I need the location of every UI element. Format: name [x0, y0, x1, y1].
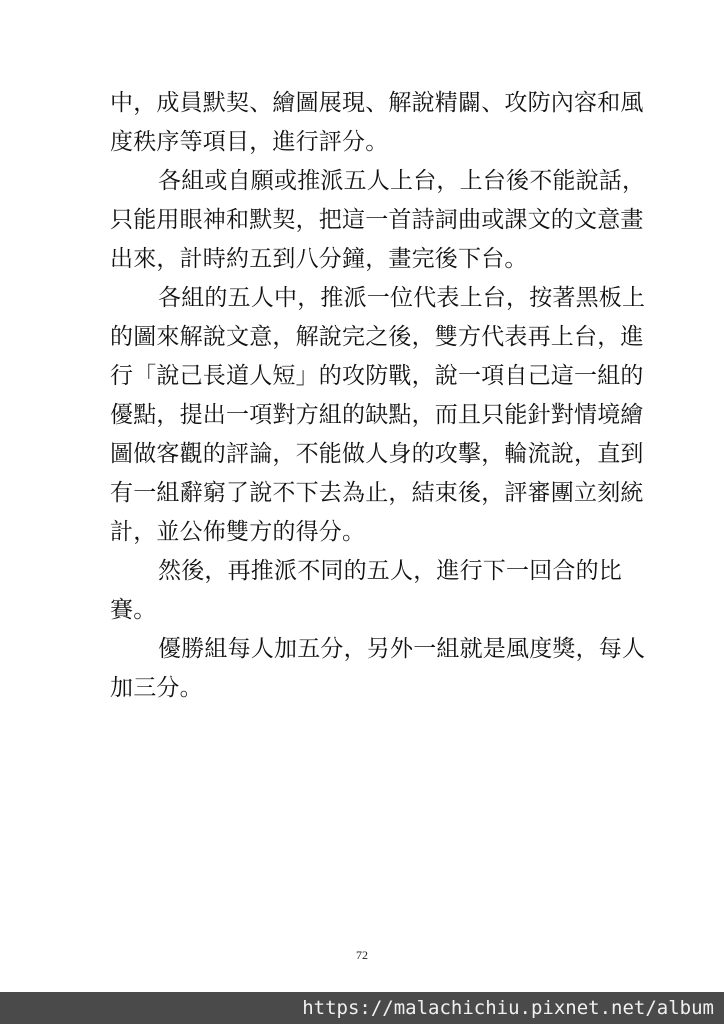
paragraph: [110, 630, 646, 708]
text-line: 加三分。: [110, 675, 203, 701]
page-number: 72: [356, 948, 368, 962]
paragraph: [110, 552, 622, 630]
paragraph: [110, 279, 646, 552]
body-text: [110, 84, 646, 708]
watermark-bar: [0, 992, 724, 1024]
text-line: 賽。: [110, 597, 157, 623]
text-line: 計，並公佈雙方的得分。: [110, 519, 366, 545]
text-line: 出來，計時約五到八分鐘，畫完後下台。: [110, 246, 528, 272]
text-line: 的圖來解說文意，解說完之後，雙方代表再上台，進: [110, 324, 644, 350]
text-line: 有一組辭窮了說不下去為止，結束後，評審團立刻統: [110, 480, 644, 506]
watermark-url: https://malachichiu.pixnet.net/album: [302, 997, 714, 1019]
text-line: 只能用眼神和默契，把這一首詩詞曲或課文的文意畫: [110, 207, 644, 233]
text-line: 度秩序等項目，進行評分。: [110, 129, 389, 155]
paragraph: [110, 84, 644, 162]
text-line: 然後，再推派不同的五人，進行下一回合的比: [158, 558, 622, 584]
text-line: 各組的五人中，推派一位代表上台，按著黑板上: [158, 285, 646, 311]
text-line: 各組或自願或推派五人上台，上台後不能說話，: [158, 168, 646, 194]
text-line: 優勝組每人加五分，另外一組就是風度獎，每人: [158, 636, 646, 662]
text-line: 優點，提出一項對方組的缺點，而且只能針對情境繪: [110, 402, 644, 428]
paragraph: [110, 162, 646, 279]
text-line: 圖做客觀的評論，不能做人身的攻擊，輪流說，直到: [110, 441, 644, 467]
text-line: 行「說己長道人短」的攻防戰，說一項自己這一組的: [110, 363, 644, 389]
text-line: 中，成員默契、繪圖展現、解說精闢、攻防內容和風: [110, 90, 644, 116]
